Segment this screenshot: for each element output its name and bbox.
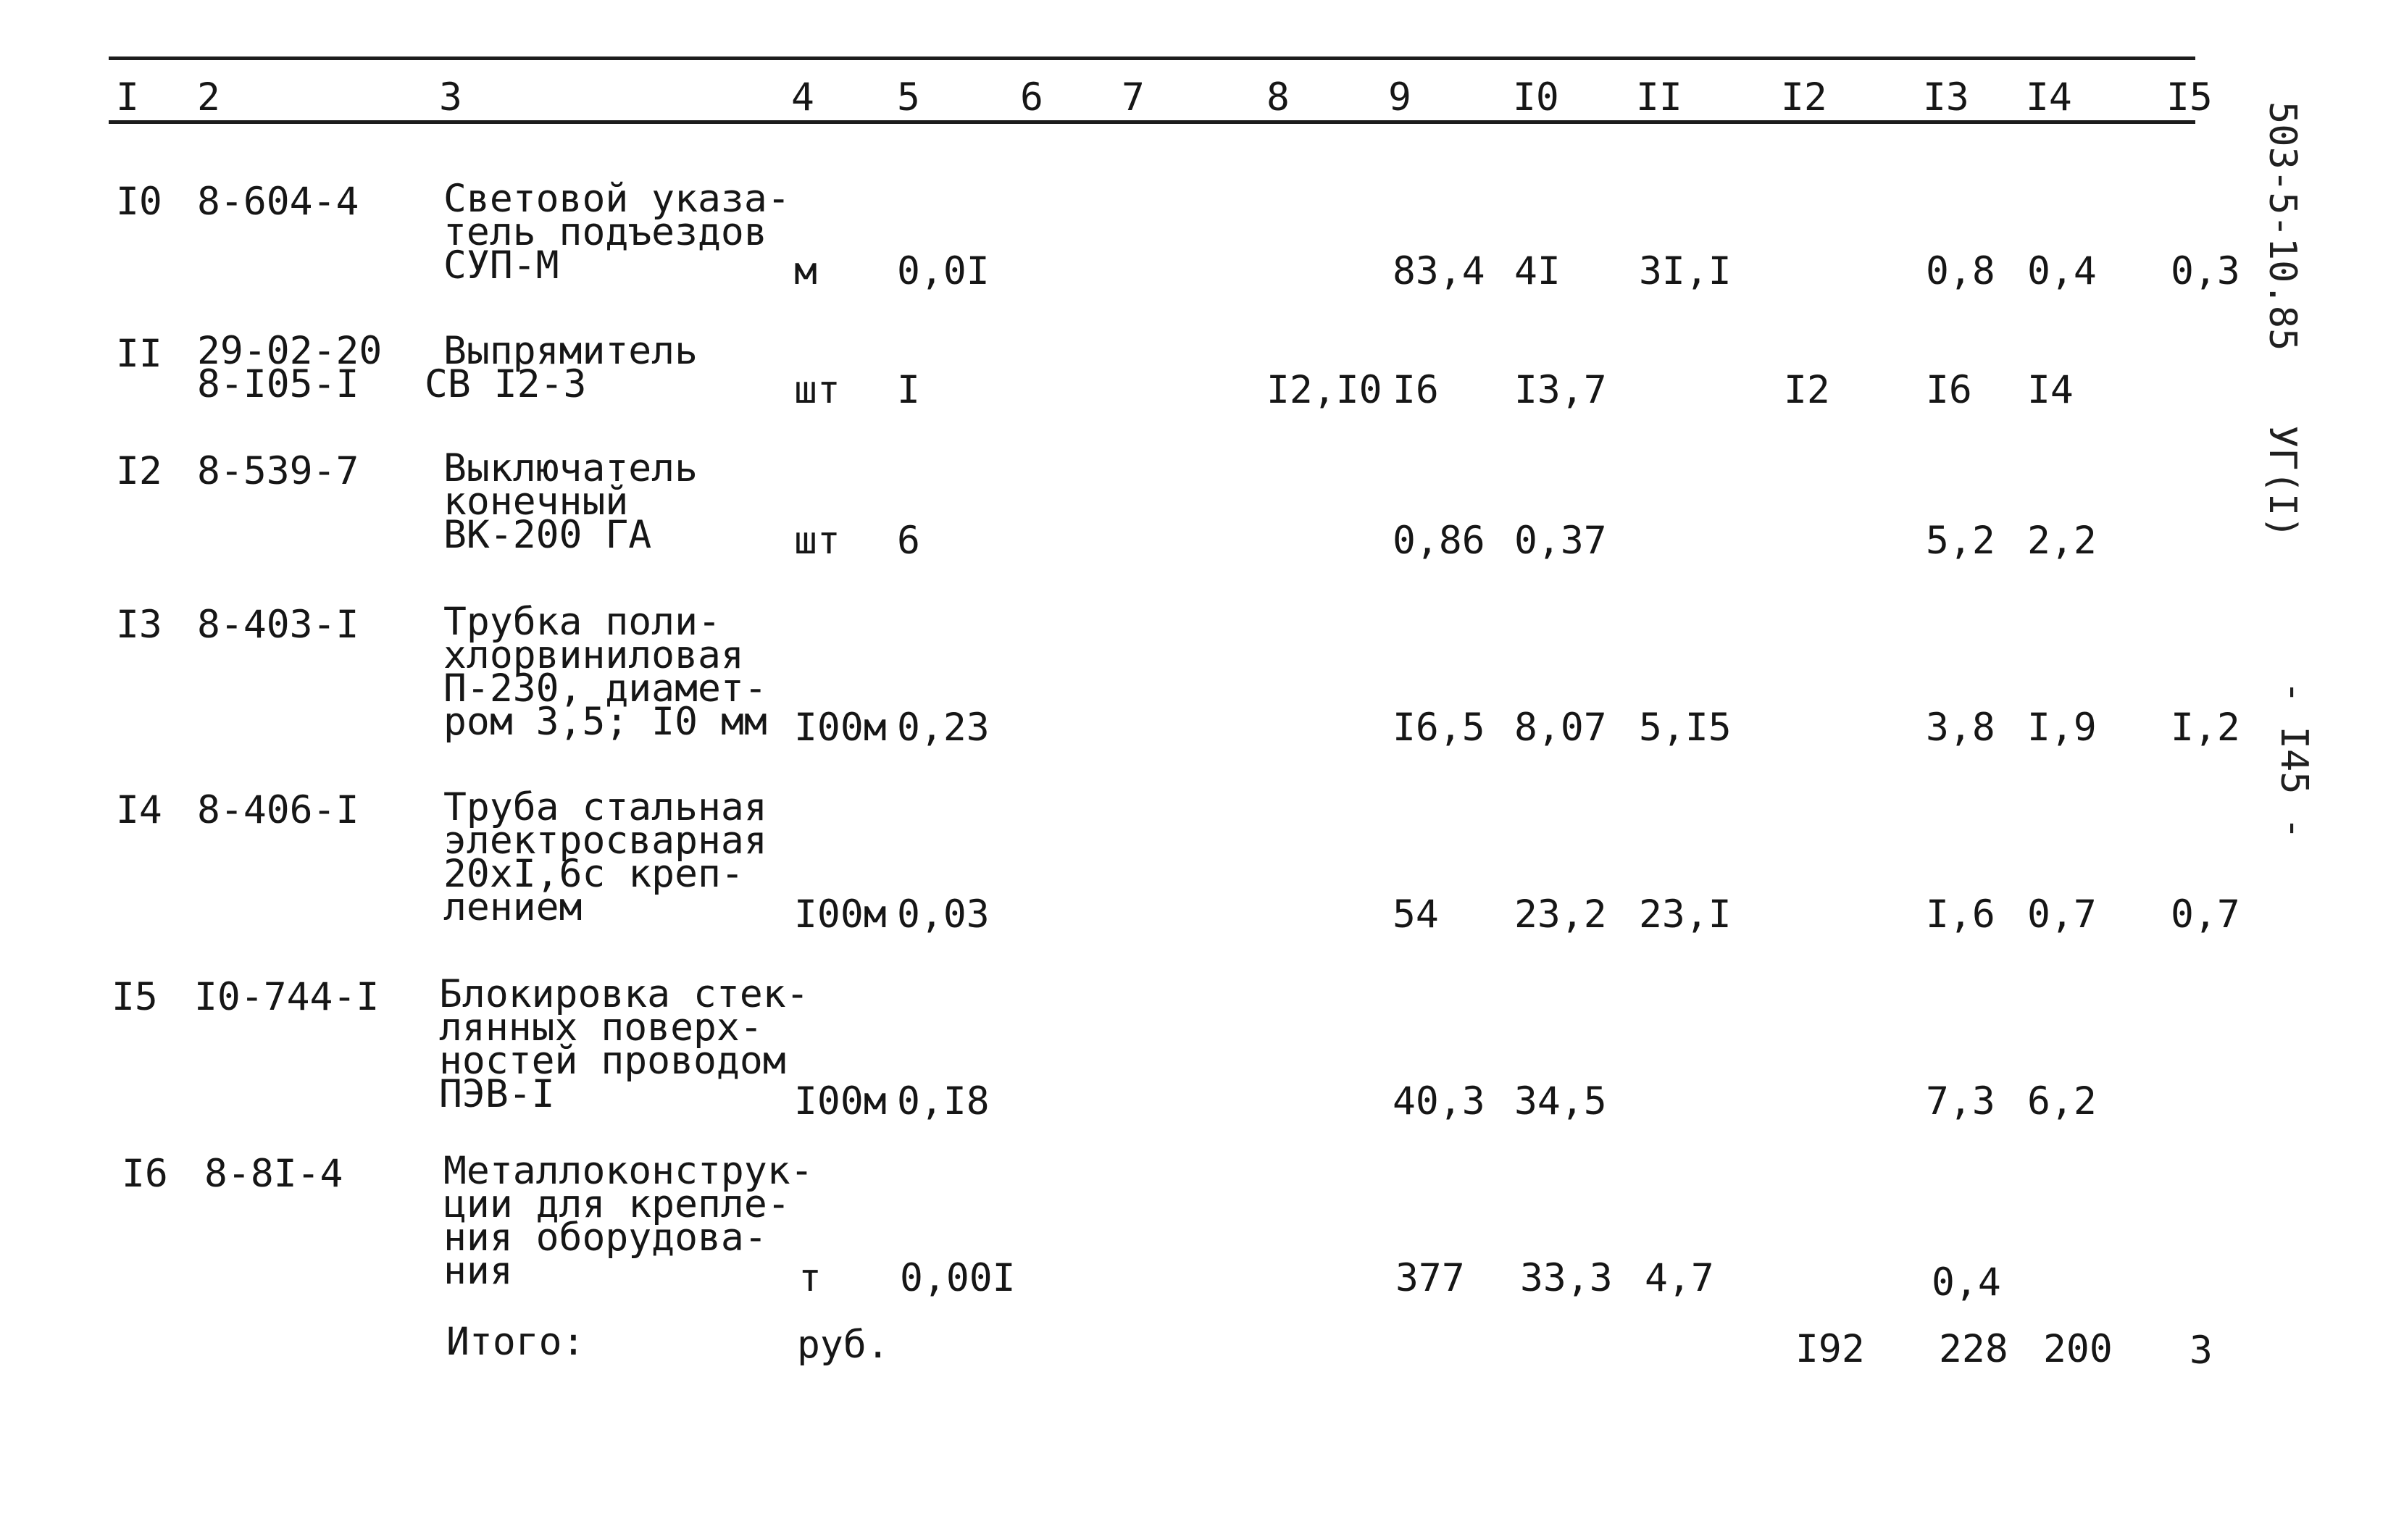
row-col-14: 6,2 [2027,1079,2097,1123]
row-description: Металлоконструк- ции для крепле- ния оборудова- ния [443,1149,814,1293]
row-col-10: 0,37 [1514,519,1607,563]
row-col-13: 0,8 [1926,249,1995,293]
row-number: II [116,332,162,376]
row-col-9: 0,86 [1393,519,1485,563]
row-unit: т [798,1256,822,1300]
row-unit: шт [794,368,840,412]
row-unit: I00м [794,892,887,937]
table-top-rule [109,57,2195,60]
row-col-14: I,9 [2027,706,2097,750]
row-quantity: 0,I8 [897,1079,990,1123]
page-number: - I45 - [2272,681,2316,840]
row-code: I0-744-I [194,975,380,1019]
row-unit: I00м [794,1079,887,1123]
row-col-10: 34,5 [1514,1079,1607,1123]
row-col-8: I2,I0 [1266,368,1382,412]
row-number: I5 [112,975,158,1019]
row-col-12: I2 [1784,368,1830,412]
row-col-14: 0,4 [2027,249,2097,293]
row-col-9: I6,5 [1393,706,1485,750]
header-col-10: I0 [1513,75,1559,120]
row-col-13: 5,2 [1926,519,1995,563]
row-col-11: 3I,I [1639,249,1732,293]
row-col-9: 40,3 [1393,1079,1485,1123]
row-col-10: I3,7 [1514,368,1607,412]
header-col-8: 8 [1266,75,1290,120]
document-code-note: 503-5-10.85 УГ(I) [2261,101,2304,539]
row-description: Выпрямитель СВ I2-3 [425,329,698,406]
header-col-6: 6 [1020,75,1043,120]
row-code: 8-539-7 [197,449,359,493]
header-col-1: I [116,75,139,120]
row-col-15: 0,3 [2171,249,2240,293]
row-col-15: I,2 [2171,706,2240,750]
row-quantity: 6 [897,519,920,563]
row-description: Труба стальная электросварная 20хI,6с креп- лением [443,785,767,929]
header-col-11: II [1636,75,1682,120]
total-unit: руб. [797,1323,890,1367]
header-col-13: I3 [1923,75,1969,120]
total-col-12: I92 [1795,1327,1865,1371]
row-col-13: I6 [1926,368,1972,412]
row-quantity: 0,03 [897,892,990,937]
row-col-11: 23,I [1639,892,1732,937]
row-number: I2 [116,449,162,493]
row-col-9: 377 [1395,1256,1465,1300]
header-col-3: 3 [439,75,462,120]
row-description: Световой указа- тель подъездов СУП-М [443,177,790,288]
row-col-9: 83,4 [1393,249,1485,293]
row-col-9: 54 [1393,892,1439,937]
total-col-14: 200 [2043,1327,2113,1371]
row-description: Трубка поли- хлорвиниловая П-230, диамет- ром 3,5; I0 мм [443,600,767,744]
row-code: 29-02-20 8-I05-I [197,329,383,406]
row-number: I3 [116,603,162,647]
row-col-9: I6 [1393,368,1439,412]
header-col-7: 7 [1122,75,1145,120]
row-col-14: 0,7 [2027,892,2097,937]
row-unit: шт [794,519,840,563]
header-col-15: I5 [2166,75,2213,120]
header-col-9: 9 [1388,75,1411,120]
row-col-15: 0,7 [2171,892,2240,937]
total-label: Итого: [446,1320,585,1364]
row-col-13: 0,4 [1932,1260,2001,1305]
row-code: 8-406-I [197,788,359,832]
row-quantity: 0,00I [900,1256,1016,1300]
total-col-15: 3 [2190,1328,2213,1373]
row-col-10: 4I [1514,249,1561,293]
total-col-13: 228 [1939,1327,2008,1371]
row-description: Выключатель конечный ВК-200 ГА [443,446,698,557]
table-header-rule [109,120,2195,124]
row-quantity: 0,23 [897,706,990,750]
row-code: 8-604-4 [197,180,359,224]
row-col-11: 5,I5 [1639,706,1732,750]
row-col-13: 7,3 [1926,1079,1995,1123]
row-unit: I00м [794,706,887,750]
row-description: Блокировка стек- лянных поверх- ностей проводом ПЭВ-I [439,972,809,1116]
header-col-12: I2 [1781,75,1827,120]
row-unit: м [794,249,817,293]
row-code: 8-403-I [197,603,359,647]
row-col-11: 4,7 [1645,1256,1714,1300]
row-quantity: 0,0I [897,249,990,293]
row-number: I6 [122,1152,168,1196]
row-col-13: I,6 [1926,892,1995,937]
header-col-2: 2 [197,75,220,120]
row-number: I0 [116,180,162,224]
row-col-13: 3,8 [1926,706,1995,750]
row-col-14: 2,2 [2027,519,2097,563]
header-col-5: 5 [897,75,920,120]
row-quantity: I [897,368,920,412]
row-number: I4 [116,788,162,832]
row-col-10: 8,07 [1514,706,1607,750]
header-col-14: I4 [2026,75,2072,120]
row-col-10: 33,3 [1520,1256,1613,1300]
row-code: 8-8I-4 [204,1152,343,1196]
header-col-4: 4 [791,75,814,120]
row-col-14: I4 [2027,368,2074,412]
row-col-10: 23,2 [1514,892,1607,937]
